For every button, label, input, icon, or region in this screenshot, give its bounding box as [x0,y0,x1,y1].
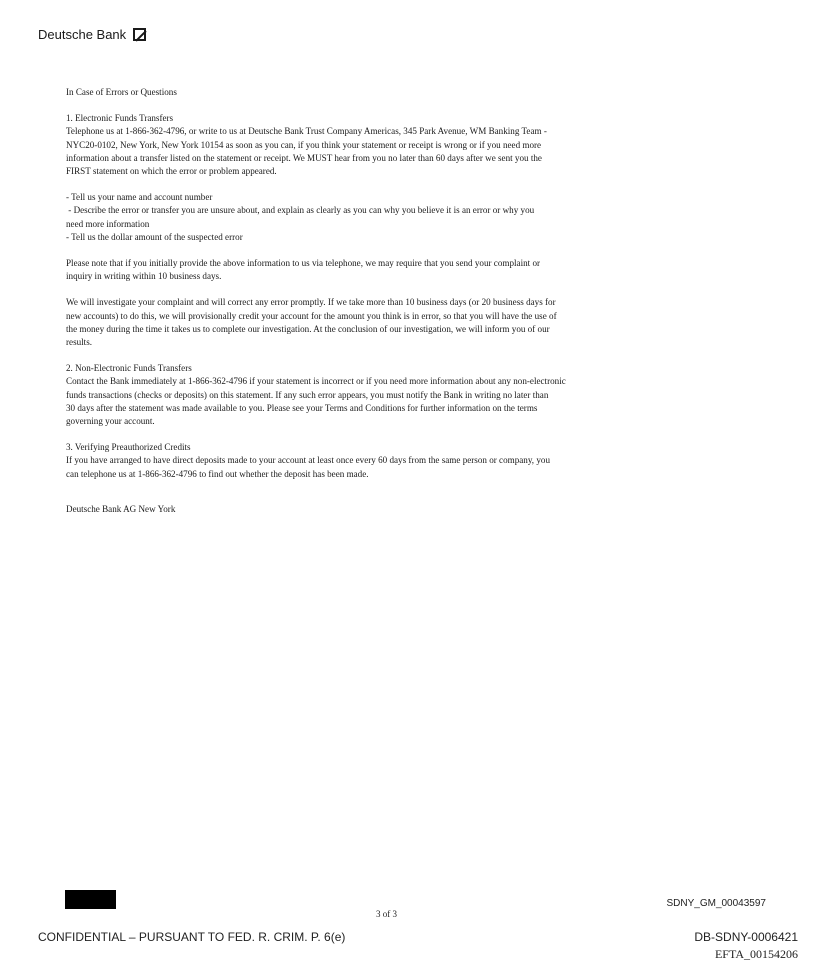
sdny-bates-number: SDNY_GM_00043597 [666,898,766,909]
text-line: new accounts) to do this, we will provisionally credit your account for the amount you think is in error, so that you will have the use of [66,310,557,321]
efta-number: EFTA_00154206 [714,947,798,961]
brand-header [38,27,146,42]
section-heading: 3. Verifying Preauthorized Credits [66,442,191,453]
investigation-paragraph [66,296,641,349]
section-heading: 2. Non-Electronic Funds Transfers [66,363,192,374]
list-item: - Tell us your name and account number [66,192,213,203]
list-item: need more information [66,218,150,229]
text-line: funds transactions (checks or deposits) on this statement. If any such error appears, you must notify the Bank in writing no later than [66,389,549,400]
text-line: the money during the time it takes us to complete our investigation. At the conclusion of our investigation, we will inform you of our [66,323,550,334]
letter-title: In Case of Errors or Questions [66,87,177,97]
signature: Deutsche Bank AG New York [66,503,176,514]
redaction-box [65,890,116,909]
section-electronic-transfers [66,112,641,178]
text-line: Telephone us at 1-866-362-4796, or write to us at Deutsche Bank Trust Company Americas, 345 Park Avenue, WM Banking Team - [66,126,547,137]
page-number: 3 of 3 [376,909,397,919]
list-item: - Tell us the dollar amount of the suspected error [66,231,243,242]
section-preauthorized-credits [66,441,641,481]
text-line: inquiry in writing within 10 business days. [66,271,222,282]
text-line: 30 days after the statement was made available to you. Please see your Terms and Conditions for further information on the terms [66,402,538,413]
text-line: information about a transfer listed on the statement or receipt. We MUST hear from you no later than 60 days after we sent you the [66,152,542,163]
text-line: Contact the Bank immediately at 1-866-362-4796 if your statement is incorrect or if you need more information about any non-electronic [66,376,566,387]
text-line: We will investigate your complaint and will correct any error promptly. If we take more than 10 business days (or 20 business days for [66,297,556,308]
text-line: can telephone us at 1-866-362-4796 to find out whether the deposit has been made. [66,468,369,479]
note-paragraph [66,257,641,283]
letter-body [66,86,641,529]
text-line: Please note that if you initially provide the above information to us via telephone, we may require that you send your complaint or [66,258,541,269]
text-line: If you have arranged to have direct deposits made to your account at least once every 60 days from the same person or company, you [66,455,550,466]
text-line: FIRST statement on which the error or problem appeared. [66,166,277,177]
text-line: NYC20-0102, New York, New York 10154 as soon as you can, if you think your statement or receipt is wrong or if you need more [66,139,542,150]
section-non-electronic-transfers [66,362,641,428]
section-heading: 1. Electronic Funds Transfers [66,113,174,124]
db-bates-number: DB-SDNY-0006421 [694,930,798,944]
confidential-notice: CONFIDENTIAL – PURSUANT TO FED. R. CRIM. P. 6(e) [38,930,346,944]
list-item: - Describe the error or transfer you are unsure about, and explain as clearly as you can why you believe it is an error or why you [66,205,535,216]
brand-name: Deutsche Bank [38,27,127,42]
deutsche-bank-logo-icon [133,28,146,41]
instructions-list [66,191,641,244]
text-line: governing your account. [66,416,155,427]
text-line: results. [66,337,93,348]
